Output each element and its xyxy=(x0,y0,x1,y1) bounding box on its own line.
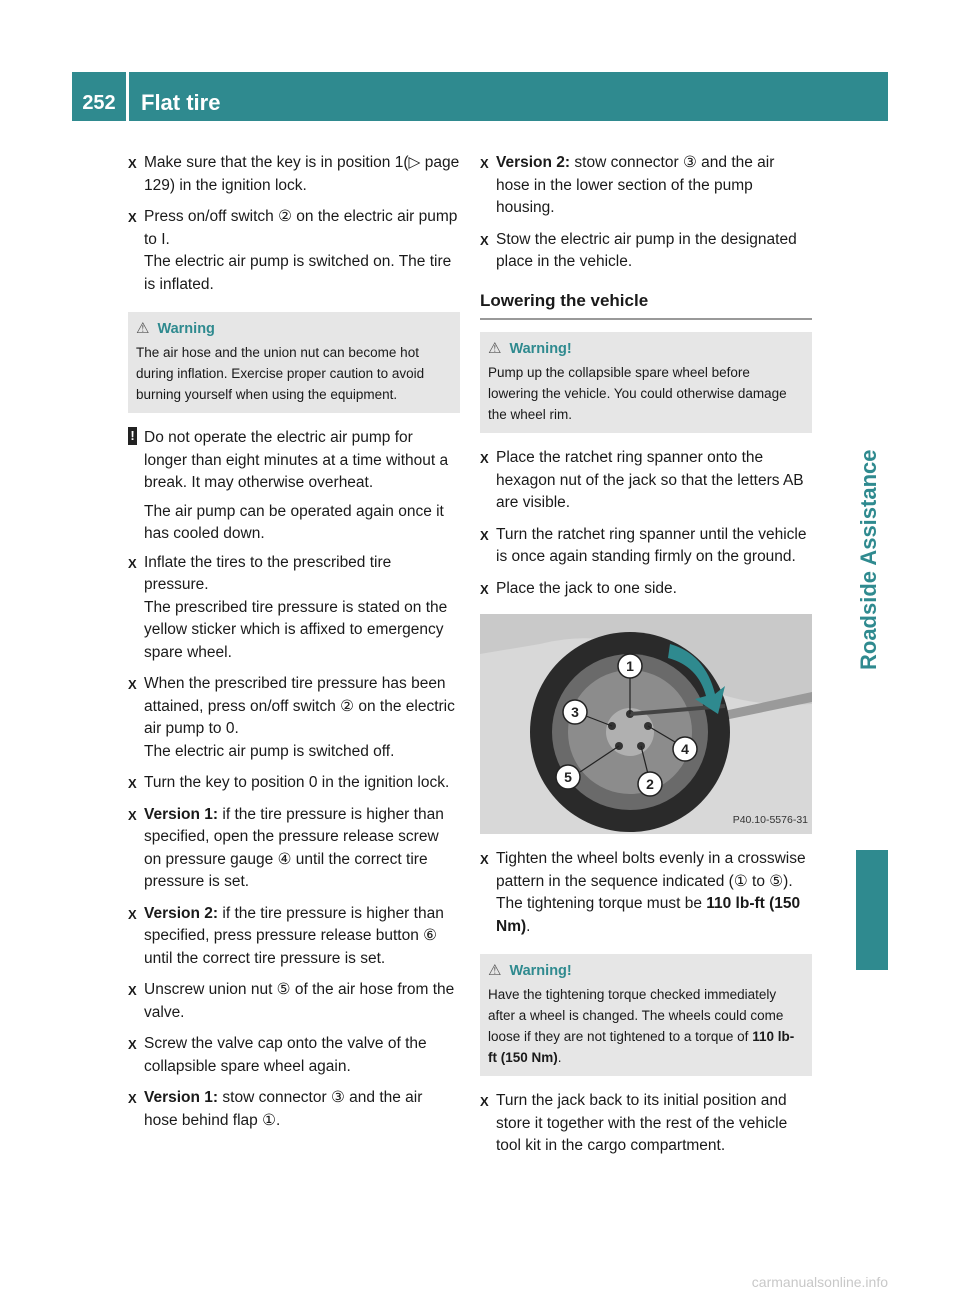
warning-text: Have the tightening torque checked immediately after a wheel is changed. The wheels could come loose if they are not tightened to a torque of 110 lb-ft (150 Nm). xyxy=(488,987,795,1065)
svg-text:1: 1 xyxy=(626,658,634,674)
list-item: X Screw the valve cap onto the valve of the collapsible spare wheel again. xyxy=(128,1035,427,1075)
list-item: X Inflate the tires to the prescribed tire pressure. The prescribed tire pressure is stated on the yellow sticker which is affixed to emergency spare wheel. xyxy=(128,553,448,661)
list-item: X Stow the electric air pump in the designated place in the vehicle. xyxy=(480,230,797,270)
caution-note: ! Do not operate the electric air pump for longer than eight minutes at a time without a break. It may otherwise overheat. The air pump can be operated again once it has cooled down. xyxy=(128,427,460,546)
list-item: X Version 2: stow connector ③ and the air hose in the lower section of the pump housing. xyxy=(480,154,775,216)
warning-box xyxy=(480,332,812,433)
list-item: X Place the ratchet ring spanner onto the hexagon nut of the jack so that the letters AB are visible. xyxy=(480,449,804,511)
svg-text:4: 4 xyxy=(681,741,689,757)
exclamation-icon: ! xyxy=(128,427,137,445)
warning-triangle-icon: ⚠ xyxy=(488,340,502,357)
warning-title: ⚠ Warning xyxy=(136,320,215,337)
wheel-illustration xyxy=(480,614,812,834)
svg-text:3: 3 xyxy=(571,704,579,720)
left-column xyxy=(128,152,460,1141)
list-item: X Unscrew union nut ⑤ of the air hose from the valve. xyxy=(128,981,455,1021)
list-item: X Tighten the wheel bolts evenly in a crosswise pattern in the sequence indicated (① to ⑤). The tightening torque must be 110 lb-ft (150 Nm). xyxy=(480,850,806,935)
list-item: X Press on/off switch ② on the electric air pump to I. The electric air pump is switched on. The tire is inflated. xyxy=(128,208,458,293)
list-item: X Turn the jack back to its initial position and store it together with the rest of the vehicle tool kit in the cargo compartment. xyxy=(480,1092,788,1154)
figure-code: P40.10-5576-31 xyxy=(732,813,808,826)
list-item: X Version 2: if the tire pressure is higher than specified, press pressure release button ⑥ until the correct tire pressure is set. xyxy=(128,904,444,967)
wheel-bolt-figure xyxy=(480,614,812,834)
svg-text:5: 5 xyxy=(564,769,572,785)
page-number: 252 xyxy=(82,92,116,114)
page-title: Flat tire xyxy=(141,90,221,115)
watermark: carmanualsonline.info xyxy=(751,1274,888,1290)
warning-title: ⚠ Warning! xyxy=(488,962,572,979)
list-item: X Make sure that the key is in position 1(▷ page 129) in the ignition lock. xyxy=(128,154,460,194)
list-item: X Version 1: stow connector ③ and the air hose behind flap ①. xyxy=(128,1089,423,1129)
warning-triangle-icon: ⚠ xyxy=(136,320,150,337)
header-divider xyxy=(126,72,129,121)
list-item: X When the prescribed tire pressure has been attained, press on/off switch ② on the electric air pump to 0. The electric air pump is switched off. xyxy=(128,675,455,760)
warning-box xyxy=(480,954,812,1076)
warning-title: ⚠ Warning! xyxy=(488,340,572,357)
list-item: X Turn the ratchet ring spanner until the vehicle is once again standing firmly on the ground. xyxy=(480,525,807,565)
section-tab xyxy=(856,850,888,970)
list-item: X Version 1: if the tire pressure is higher than specified, open the pressure release screw on pressure gauge ④ until the correct tire pressure is set. xyxy=(128,805,444,890)
section-heading: Lowering the vehicle xyxy=(480,290,812,321)
svg-text:2: 2 xyxy=(646,776,654,792)
list-item: X Place the jack to one side. xyxy=(480,579,677,597)
right-column xyxy=(480,152,812,1167)
list-item: X Turn the key to position 0 in the ignition lock. xyxy=(128,774,450,791)
warning-box xyxy=(128,312,460,413)
warning-text: Pump up the collapsible spare wheel before lowering the vehicle. You could otherwise damage the wheel rim. xyxy=(488,365,787,422)
warning-text: The air hose and the union nut can become hot during inflation. Exercise proper caution to avoid burning yourself when using the equipment. xyxy=(136,345,425,402)
warning-triangle-icon: ⚠ xyxy=(488,962,502,979)
